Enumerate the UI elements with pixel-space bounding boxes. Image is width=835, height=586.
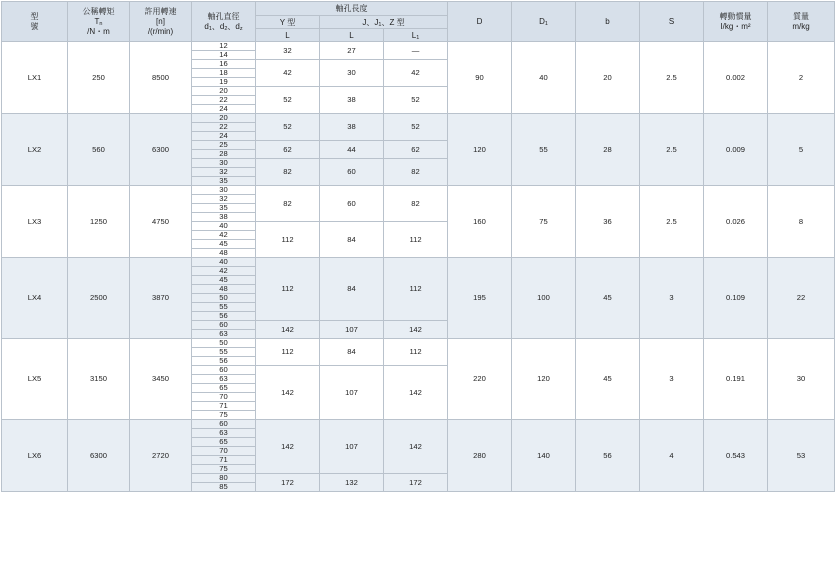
cell-inertia: 0.543: [704, 420, 768, 492]
cell-length-l1: 52: [384, 114, 448, 141]
cell-length-l1: 112: [384, 222, 448, 258]
cell-d: 120: [448, 114, 512, 186]
cell-length-j: 27: [320, 42, 384, 60]
cell-d: 160: [448, 186, 512, 258]
header-speed-unit: /(r/min): [147, 26, 174, 36]
cell-torque: 2500: [68, 258, 130, 339]
cell-mass: 8: [768, 186, 835, 258]
cell-length-j: 38: [320, 87, 384, 114]
cell-length-y: 42: [256, 60, 320, 87]
header-torque: [68, 2, 130, 42]
cell-bore: 24: [192, 132, 256, 141]
cell-bore: 60: [192, 321, 256, 330]
cell-bore: 42: [192, 231, 256, 240]
cell-length-l1: 112: [384, 339, 448, 366]
bore-sep-1: 、d: [211, 21, 225, 31]
cell-length-j: 84: [320, 222, 384, 258]
cell-model: LX4: [2, 258, 68, 339]
cell-bore: 19: [192, 78, 256, 87]
cell-s: 2.5: [640, 186, 704, 258]
bore-sep-2: 、d: [227, 21, 240, 31]
cell-length-j: 60: [320, 159, 384, 186]
L1-symbol: L: [411, 30, 417, 40]
cell-torque: 6300: [68, 420, 130, 492]
table-row: [2, 42, 835, 51]
cell-mass: 5: [768, 114, 835, 186]
header-inertia-unit: I/kg・m²: [720, 21, 751, 31]
cell-speed: 3870: [130, 258, 192, 339]
cell-length-y: 52: [256, 114, 320, 141]
header-j-z-type: [320, 16, 448, 29]
cell-bore: 70: [192, 393, 256, 402]
cell-s: 2.5: [640, 42, 704, 114]
cell-d: 90: [448, 42, 512, 114]
cell-bore: 56: [192, 312, 256, 321]
cell-b: 56: [576, 420, 640, 492]
cell-bore: 22: [192, 96, 256, 105]
cell-length-j: 84: [320, 339, 384, 366]
cell-d1: 140: [512, 420, 576, 492]
cell-bore: 56: [192, 357, 256, 366]
cell-bore: 16: [192, 60, 256, 69]
cell-bore: 32: [192, 195, 256, 204]
cell-bore: 71: [192, 456, 256, 465]
cell-inertia: 0.002: [704, 42, 768, 114]
cell-mass: 30: [768, 339, 835, 420]
cell-length-j: 107: [320, 321, 384, 339]
j-type-a: J、J: [362, 17, 379, 27]
torque-symbol: T: [94, 16, 100, 26]
header-torque-label: 公稱轉矩: [82, 6, 115, 16]
header-bore-symbols: [192, 22, 255, 32]
cell-length-j: 30: [320, 60, 384, 87]
cell-inertia: 0.109: [704, 258, 768, 339]
cell-length-j: 132: [320, 474, 384, 492]
L1-subscript: 1: [416, 34, 420, 41]
header-torque-unit: /N・m: [87, 26, 110, 36]
cell-length-y: 82: [256, 159, 320, 186]
cell-s: 2.5: [640, 114, 704, 186]
cell-bore: 24: [192, 105, 256, 114]
cell-d: 280: [448, 420, 512, 492]
cell-bore: 35: [192, 177, 256, 186]
header-L1: [384, 29, 448, 42]
cell-length-y: 142: [256, 420, 320, 474]
cell-model: LX5: [2, 339, 68, 420]
header-D1: [512, 2, 576, 42]
cell-bore: 48: [192, 285, 256, 294]
cell-bore: 50: [192, 294, 256, 303]
cell-length-l1: 82: [384, 186, 448, 222]
cell-bore: 65: [192, 438, 256, 447]
cell-model: LX1: [2, 42, 68, 114]
table-row: [2, 258, 835, 267]
bore-sub-1: 1: [208, 25, 212, 32]
header-inertia: [704, 2, 768, 42]
cell-length-y: 112: [256, 339, 320, 366]
cell-length-l1: 42: [384, 60, 448, 87]
cell-bore: 55: [192, 348, 256, 357]
cell-b: 45: [576, 258, 640, 339]
header-D: D: [448, 2, 512, 42]
cell-length-y: 142: [256, 366, 320, 420]
cell-bore: 45: [192, 276, 256, 285]
cell-bore: 40: [192, 222, 256, 231]
header-y-type: Y 型: [256, 16, 320, 29]
cell-bore: 45: [192, 240, 256, 249]
cell-d: 220: [448, 339, 512, 420]
D1-subscript: 1: [544, 21, 548, 27]
table-row: [2, 420, 835, 429]
cell-length-j: 107: [320, 420, 384, 474]
cell-s: 3: [640, 339, 704, 420]
cell-length-l1: 82: [384, 159, 448, 186]
cell-bore: 30: [192, 159, 256, 168]
cell-length-y: 172: [256, 474, 320, 492]
cell-bore: 71: [192, 402, 256, 411]
cell-length-j: 38: [320, 114, 384, 141]
cell-mass: 53: [768, 420, 835, 492]
table-row: [2, 186, 835, 195]
cell-model: LX6: [2, 420, 68, 492]
table-body: [2, 42, 835, 492]
cell-speed: 8500: [130, 42, 192, 114]
coupling-spec-table: [1, 1, 835, 492]
cell-length-l1: 112: [384, 258, 448, 321]
cell-mass: 2: [768, 42, 835, 114]
cell-s: 3: [640, 258, 704, 339]
cell-d1: 40: [512, 42, 576, 114]
torque-subscript: n: [99, 20, 103, 27]
cell-d1: 75: [512, 186, 576, 258]
cell-d: 195: [448, 258, 512, 339]
cell-speed: 3450: [130, 339, 192, 420]
cell-bore: 32: [192, 168, 256, 177]
header-bore-diameter: [192, 2, 256, 42]
cell-bore: 50: [192, 339, 256, 348]
header-model-text: 型 號: [30, 11, 39, 31]
cell-bore: 40: [192, 258, 256, 267]
cell-bore: 48: [192, 249, 256, 258]
table-header: [2, 2, 835, 42]
cell-torque: 3150: [68, 339, 130, 420]
cell-length-y: 52: [256, 87, 320, 114]
j-type-b: 、Z 型: [381, 17, 405, 27]
bore-sub-2: 2: [224, 25, 228, 32]
cell-speed: 2720: [130, 420, 192, 492]
cell-length-j: 44: [320, 141, 384, 159]
cell-bore: 70: [192, 447, 256, 456]
cell-bore: 25: [192, 141, 256, 150]
header-speed: [130, 2, 192, 42]
header-mass: [768, 2, 835, 42]
cell-bore: 63: [192, 375, 256, 384]
cell-s: 4: [640, 420, 704, 492]
cell-inertia: 0.009: [704, 114, 768, 186]
cell-bore: 60: [192, 366, 256, 375]
table-row: [2, 114, 835, 123]
cell-length-y: 112: [256, 222, 320, 258]
header-L-y: L: [256, 29, 320, 42]
cell-bore: 20: [192, 114, 256, 123]
cell-bore: 75: [192, 411, 256, 420]
header-speed-label: 許用轉速: [144, 6, 177, 16]
cell-bore: 30: [192, 186, 256, 195]
header-speed-symbol: [n]: [156, 16, 165, 26]
cell-length-y: 82: [256, 186, 320, 222]
cell-length-y: 62: [256, 141, 320, 159]
cell-length-l1: 142: [384, 366, 448, 420]
j-type-sub: 1: [378, 21, 382, 28]
header-mass-label: 質量: [793, 11, 809, 21]
cell-torque: 560: [68, 114, 130, 186]
cell-model: LX3: [2, 186, 68, 258]
cell-torque: 1250: [68, 186, 130, 258]
cell-bore: 60: [192, 420, 256, 429]
header-torque-symbol: [68, 17, 129, 27]
header-b: b: [576, 2, 640, 42]
cell-d1: 55: [512, 114, 576, 186]
cell-length-y: 112: [256, 258, 320, 321]
cell-length-y: 32: [256, 42, 320, 60]
header-inertia-label: 轉動慣量: [719, 11, 752, 21]
cell-b: 45: [576, 339, 640, 420]
header-bore-length: 軸孔長度: [256, 2, 448, 16]
cell-length-j: 107: [320, 366, 384, 420]
cell-bore: 38: [192, 213, 256, 222]
cell-bore: 63: [192, 429, 256, 438]
cell-speed: 4750: [130, 186, 192, 258]
cell-bore: 35: [192, 204, 256, 213]
cell-length-l1: 142: [384, 420, 448, 474]
bore-sub-3: z: [239, 25, 243, 32]
cell-bore: 63: [192, 330, 256, 339]
header-bore-label: 軸孔直徑: [207, 11, 240, 21]
cell-bore: 85: [192, 483, 256, 492]
cell-bore: 20: [192, 87, 256, 96]
cell-bore: 14: [192, 51, 256, 60]
cell-bore: 75: [192, 465, 256, 474]
cell-model: LX2: [2, 114, 68, 186]
cell-speed: 6300: [130, 114, 192, 186]
cell-bore: 28: [192, 150, 256, 159]
cell-b: 28: [576, 114, 640, 186]
header-mass-unit: m/kg: [792, 21, 810, 31]
header-L-j: L: [320, 29, 384, 42]
header-S: S: [640, 2, 704, 42]
cell-bore: 22: [192, 123, 256, 132]
spec-table-sheet: [1, 1, 834, 584]
cell-bore: 80: [192, 474, 256, 483]
table-row: [2, 339, 835, 348]
cell-length-l1: —: [384, 42, 448, 60]
cell-inertia: 0.026: [704, 186, 768, 258]
cell-length-l1: 142: [384, 321, 448, 339]
cell-bore: 42: [192, 267, 256, 276]
cell-bore: 12: [192, 42, 256, 51]
cell-d1: 120: [512, 339, 576, 420]
cell-length-l1: 52: [384, 87, 448, 114]
cell-length-j: 60: [320, 186, 384, 222]
cell-mass: 22: [768, 258, 835, 339]
cell-bore: 65: [192, 384, 256, 393]
cell-length-l1: 62: [384, 141, 448, 159]
bore-sym: d: [204, 21, 209, 31]
cell-torque: 250: [68, 42, 130, 114]
header-model: [2, 2, 68, 42]
cell-length-y: 142: [256, 321, 320, 339]
cell-b: 20: [576, 42, 640, 114]
cell-bore: 18: [192, 69, 256, 78]
cell-bore: 55: [192, 303, 256, 312]
cell-inertia: 0.191: [704, 339, 768, 420]
cell-length-l1: 172: [384, 474, 448, 492]
D1-symbol: D: [539, 17, 545, 26]
cell-length-j: 84: [320, 258, 384, 321]
cell-b: 36: [576, 186, 640, 258]
cell-d1: 100: [512, 258, 576, 339]
